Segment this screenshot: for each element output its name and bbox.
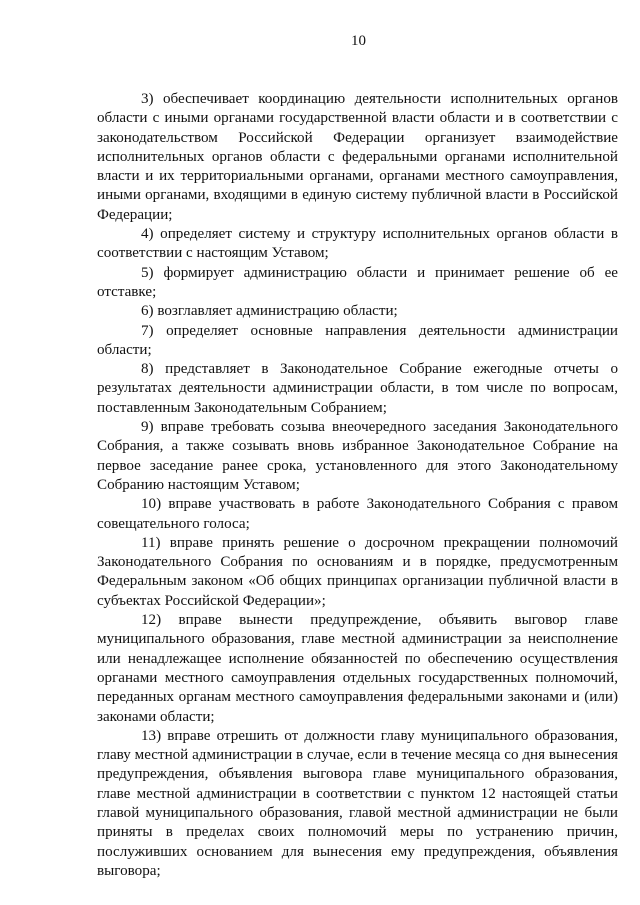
paragraph-item-6: 6) возглавляет администрацию области; [141, 303, 398, 320]
paragraph-item-3: 3) обеспечивает координацию деятельности исполнительных органов области с иными органами государственной власти области и в соответствии с законодательством Российской Федерации организует взаимодействие исполнительных органов области с федеральными органами исполнительной власти и их территориальными органами, органами местного самоуправления, иными органами, входящими в единую систему публичной власти в Российской Федерации; [97, 91, 618, 223]
paragraph-item-8: 8) представляет в Законодательное Собрание ежегодные отчеты о результатах деятельности администрации области, в том числе по вопросам, поставленным Законодательным Собранием; [97, 361, 618, 416]
paragraph-item-10: 10) вправе участвовать в работе Законодательного Собрания с правом совещательного голоса; [97, 496, 618, 532]
paragraph-item-12: 12) вправе вынести предупреждение, объявить выговор главе муниципального образования, главе местной администрации за неисполнение или ненадлежащее исполнение обязанностей по обеспечению осуществления органами местного самоуправления отдельных государственных полномочий, переданных органам местного самоуправления федеральными законами и (или) законами области; [97, 612, 618, 725]
paragraph-item-4: 4) определяет систему и структуру исполнительных органов области в соответствии с настоящим Уставом; [97, 226, 618, 262]
paragraph-item-5: 5) формирует администрацию области и принимает решение об ее отставке; [97, 264, 618, 300]
paragraph-item-13: 13) вправе отрешить от должности главу муниципального образования, главу местной администрации в случае, если в течение месяца со дня вынесения предупреждения, объявления выговора главе муниципального образования, главе местной администрации в соответствии с пунктом 12 настоящей статьи главой муниципального образования, главой местной администрации не были приняты в пределах своих полномочий меры по устранению причин, послуживших основанием для вынесения ему предупреждения, объявления выговора; [97, 727, 618, 879]
paragraph-item-9: 9) вправе требовать созыва внеочередного заседания Законодательного Собрания, а также созывать вновь избранное Законодательное Собрание на первое заседание ранее срока, установленного для этого Законодательному Собранию настоящим Уставом; [97, 419, 618, 493]
paragraph-item-7: 7) определяет основные направления деятельности администрации области; [97, 322, 618, 358]
document-body [97, 90, 618, 881]
page-number: 10 [351, 33, 366, 49]
paragraph-item-11: 11) вправе принять решение о досрочном прекращении полномочий Законодательного Собрания по основаниям и в порядке, предусмотренным Федеральным законом «Об общих принципах организации публичной власти в субъектах Российской Федерации»; [97, 534, 618, 609]
